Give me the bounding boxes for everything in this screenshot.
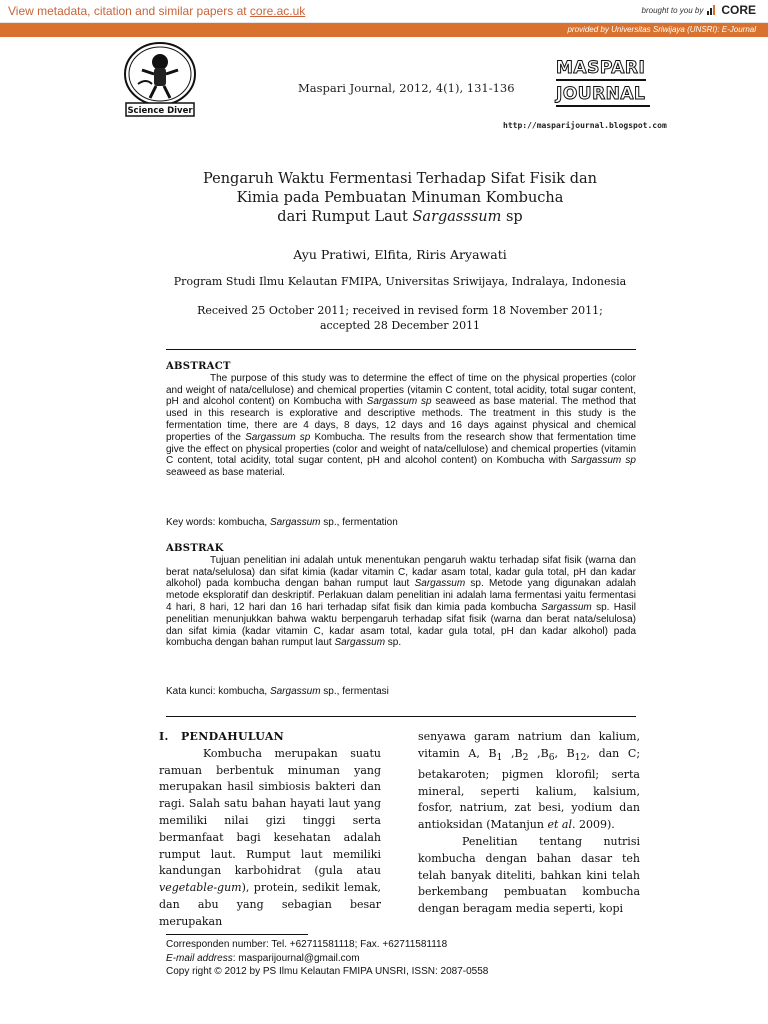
footnote-contact: Corresponden number: Tel. +62711581118; Fax. +62711581118 (166, 939, 448, 950)
abstrak-heading: ABSTRAK (166, 543, 224, 554)
provided-by-text[interactable] (567, 25, 756, 34)
provided-by-prefix: provided by (567, 25, 609, 34)
footnote-email: E-mail address: masparijournal@gmail.com (166, 952, 360, 964)
provided-by-bar (0, 23, 768, 37)
abstrak-body: Tujuan penelitian ini adalah untuk menentukan pengaruh waktu terhadap sifat fisik (warna dan berat nata/selulosa) dan sifat kimia (kadar vitamin C, kadar asam total, kadar gula total, pH dan kadar alkohol) pada kombucha dengan bahan rumput laut Sargassum sp. Metode yang digunakan adalah metode eksploratif dan deskriptif. Perlakuan dalam penelitian ini adalah lama fermentasi yaitu fermentasi 4 hari, 8 hari, 12 hari dan 16 hari terhadap sifat fisik dan kimia pada kombucha Sargassum sp. Hasil penelitian menunjukkan bahwa waktu berpengaruh terhadap sifat fisik (warna dan berat nata/selulosa) dan sifat kimia (kadar vitamin C, kadar asam total, kadar gula total, pH dan kadar alkohol) pada kombucha dengan bahan rumput laut Sargassum sp. (166, 554, 636, 649)
core-logo-icon (706, 4, 718, 16)
core-link-site[interactable]: core.ac.uk (249, 4, 306, 18)
title-line-2: Kimia pada Pembuatan Minuman Kombucha (236, 190, 564, 206)
abstract-top-rule (166, 349, 636, 350)
masthead-divider (556, 79, 646, 81)
masthead-line2: JOURNAL (556, 84, 646, 104)
paper-affiliation: Program Studi Ilmu Kelautan FMIPA, Universitas Sriwijaya, Indralaya, Indonesia (173, 275, 627, 288)
abstract-bottom-rule (166, 716, 636, 717)
core-brand[interactable] (642, 3, 757, 17)
footnote (166, 938, 488, 979)
journal-site-url[interactable]: http://masparijournal.blogspot.com (503, 121, 667, 130)
core-banner (0, 0, 768, 23)
paper-received-dates: Received 25 October 2011; received in revised form 18 November 2011; accepted 28 December 2011 (197, 304, 603, 332)
intro-paragraph-2: Penelitian tentang nutrisi kombucha dengan bahan dasar teh telah banyak diteliti, bahkan kini telah berkembang pembuatan kombucha dengan beragam media seperti, kopi (418, 834, 640, 916)
abstract-id (166, 543, 636, 649)
paper-authors: Ayu Pratiwi, Elfita, Riris Aryawati (293, 247, 507, 262)
provider-name[interactable]: Universitas Sriwijaya (UNSRI): E-Journal (611, 25, 756, 34)
abstract-heading: ABSTRACT (166, 361, 231, 372)
core-metadata-link[interactable] (8, 4, 305, 18)
paper-title (150, 170, 650, 227)
intro-paragraph-1: Kombucha merupakan suatu ramuan berbentuk minuman yang merupakan hasil simbiosis bakteri dan ragi. Salah satu bahan hayati laut yang memiliki nilai gizi tinggi serta bermanfaat bagi kesehatan adalah rumput laut. Rumput laut memiliki kandungan karbohidrat (gula atau vegetable-gum), protein, sedikit lemak, dan abu yang sebagian besar merupakan (159, 746, 381, 928)
brought-by-text: brought to you by (641, 5, 704, 15)
intro-right-column (418, 729, 640, 918)
keywords-en: Key words: kombucha, Sargassum sp., fermentation (166, 517, 398, 528)
maspari-masthead (556, 55, 652, 107)
science-diver-logo-icon (120, 40, 200, 120)
section-heading-pendahuluan: I. PENDAHULUAN (159, 730, 285, 743)
masthead-underline (556, 105, 650, 107)
intro-paragraph-1-cont: senyawa garam natrium dan kalium, vitamin A, $B_1$ $,B_2$ $,B_6$, $B_{12}$, dan C; betakaroten; pigmen klorofil; serta mineral, seperti kalium, kalsium, fosfor, natrium, zat besi, yodium dan antioksidan (Matanjun et al. 2009). (418, 730, 641, 832)
footnote-rule (166, 934, 308, 935)
abstract-body: The purpose of this study was to determine the effect of time on the physical properties (color and weight of nata/cellulose) and chemical properties (vitamin C content, total acidity, total sugar content, pH and alcohol content) on Kombucha with Sargassum sp seaweed as base material. The method that used in this research is explorative and descriptive methods. The treatment in this study is the fermentation time, there are 4 days, 8 days, 12 days and 16 days against physical and chemical properties of the Sargassum sp Kombucha. The results from the research show that fermentation time give the effect on physical properties (color and weight of nata/cellulose) and chemical properties (vitamin C content, total acidity, total sugar content, pH and alcohol content) on Kombucha with Sargassum sp seaweed as base material. (166, 372, 637, 479)
masthead-line1: MASPARI (556, 58, 646, 78)
core-link-prefix[interactable]: View metadata, citation and similar papers at (8, 4, 250, 18)
logo-caption: Science Diver (127, 106, 193, 116)
keywords-id: Kata kunci: kombucha, Sargassum sp., fermentasi (166, 686, 389, 697)
intro-left-column (159, 729, 381, 931)
core-logo-text: CORE (721, 3, 756, 17)
title-line-1: Pengaruh Waktu Fermentasi Terhadap Sifat Fisik dan (203, 171, 597, 187)
footnote-copyright: Copy right © 2012 by PS Ilmu Kelautan FMIPA UNSRI, ISSN: 2087-0558 (166, 966, 489, 977)
title-line-3: dari Rumput Laut Sargasssum sp (277, 209, 523, 225)
journal-citation: Maspari Journal, 2012, 4(1), 131-136 (298, 81, 515, 95)
abstract-en (166, 361, 636, 479)
